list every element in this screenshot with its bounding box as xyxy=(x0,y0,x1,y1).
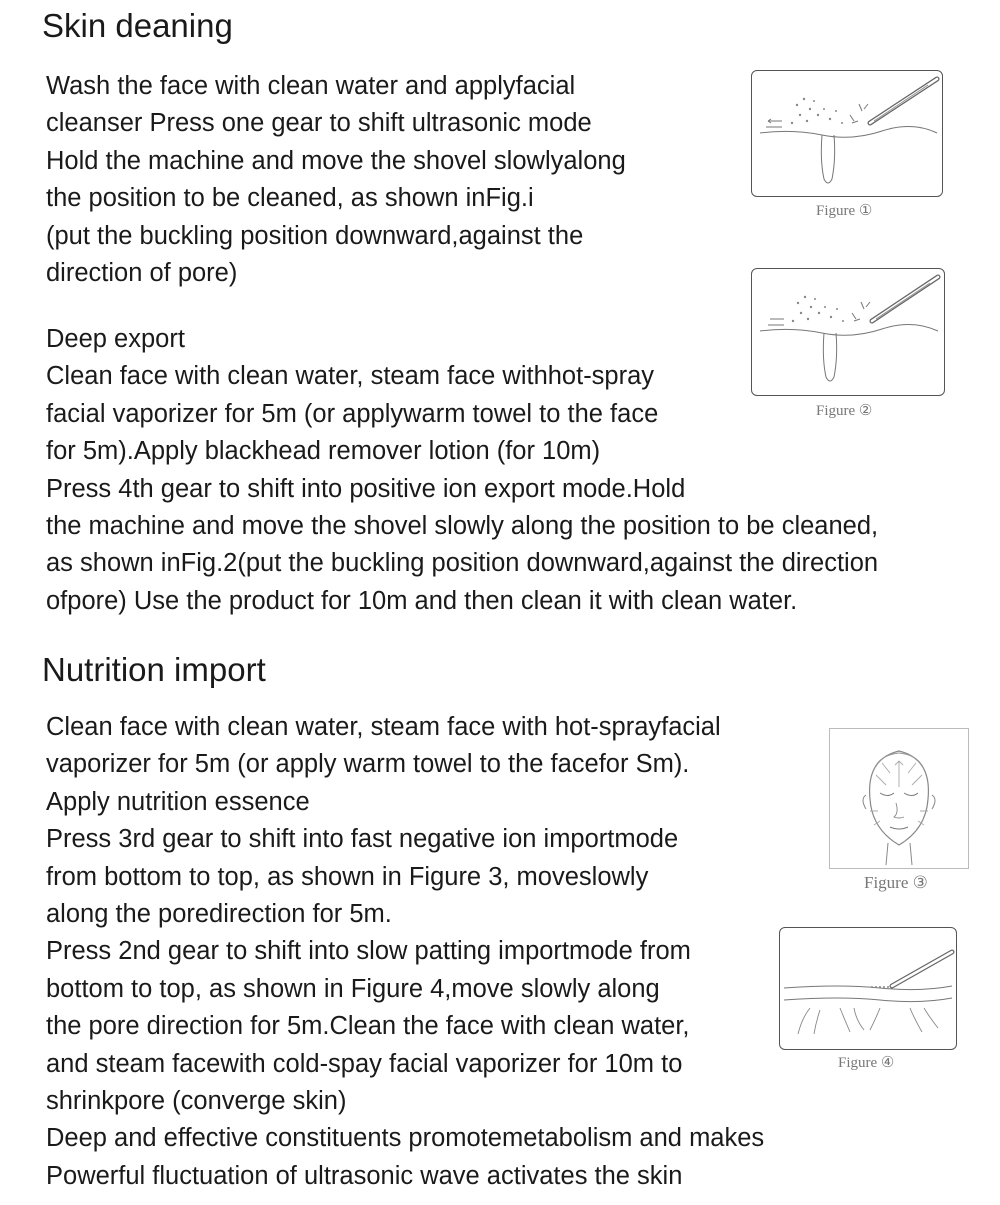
text-line: Clean face with clean water, steam face with hot-sprayfacial xyxy=(46,713,721,741)
text-line: and steam facewith cold-spay facial vaporizer for 10m to xyxy=(46,1049,683,1078)
figure-1-caption: Figure ① xyxy=(816,203,873,219)
text-line: ofpore) Use the product for 10m and then clean it with clean water. xyxy=(46,586,798,615)
text-line: cleanser Press one gear to shift ultrasonic mode xyxy=(46,109,592,138)
face-massage-icon xyxy=(830,729,968,868)
text-line: the machine and move the shovel slowly along the position to be cleaned, xyxy=(46,512,879,541)
skin-cleaning-paragraph xyxy=(46,68,626,292)
text-line: Press 2nd gear to shift into slow patting importmode from xyxy=(46,937,691,966)
text-line: vaporizer for 5m (or apply warm towel to the facefor Sm). xyxy=(46,750,690,779)
text-line: for 5m).Apply blackhead remover lotion (for 10m) xyxy=(46,437,601,466)
text-line: the position to be cleaned, as shown inFig.i xyxy=(46,184,534,213)
figure-4-illustration xyxy=(779,927,957,1050)
figure-2-caption: Figure ② xyxy=(816,403,873,419)
text-line: the pore direction for 5m.Clean the face with clean water, xyxy=(46,1012,690,1041)
ultrasonic-cleaning-icon xyxy=(752,71,942,196)
text-line: as shown inFig.2(put the buckling position downward,against the direction xyxy=(46,549,879,578)
patting-import-icon xyxy=(780,928,956,1049)
nutrition-import-paragraph xyxy=(46,709,764,1195)
text-line: Press 4th gear to shift into positive ion export mode.Hold xyxy=(46,474,686,503)
text-line: Deep export xyxy=(46,325,185,353)
text-line: bottom to top, as shown in Figure 4,move slowly along xyxy=(46,974,660,1003)
text-line: from bottom to top, as shown in Figure 3, moveslowly xyxy=(46,862,649,891)
figure-1-illustration xyxy=(751,70,943,197)
text-line: Wash the face with clean water and applyfacial xyxy=(46,72,576,100)
text-line: along the poredirection for 5m. xyxy=(46,900,392,929)
section-heading-skin-cleaning: Skin deaning xyxy=(42,7,233,44)
figure-3-caption: Figure ③ xyxy=(864,873,928,892)
text-line: facial vaporizer for 5m (or applywarm towel to the face xyxy=(46,399,659,428)
text-line: Apply nutrition essence xyxy=(46,787,310,816)
text-line: Clean face with clean water, steam face withhot-spray xyxy=(46,362,655,391)
section-heading-nutrition-import: Nutrition import xyxy=(42,651,266,688)
figure-4-caption: Figure ④ xyxy=(838,1055,895,1071)
figure-3-illustration xyxy=(829,728,969,869)
text-line: (put the buckling position downward,against the xyxy=(46,221,584,250)
text-line: direction of pore) xyxy=(46,259,238,288)
ion-export-icon xyxy=(752,269,944,395)
text-line: Powerful fluctuation of ultrasonic wave activates the skin xyxy=(46,1161,683,1190)
figure-2-illustration xyxy=(751,268,945,396)
text-line: Press 3rd gear to shift into fast negative ion importmode xyxy=(46,825,679,854)
text-line: Hold the machine and move the shovel slowlyalong xyxy=(46,146,626,175)
text-line: shrinkpore (converge skin) xyxy=(46,1087,347,1116)
text-line: Deep and effective constituents promotemetabolism and makes xyxy=(46,1124,765,1153)
